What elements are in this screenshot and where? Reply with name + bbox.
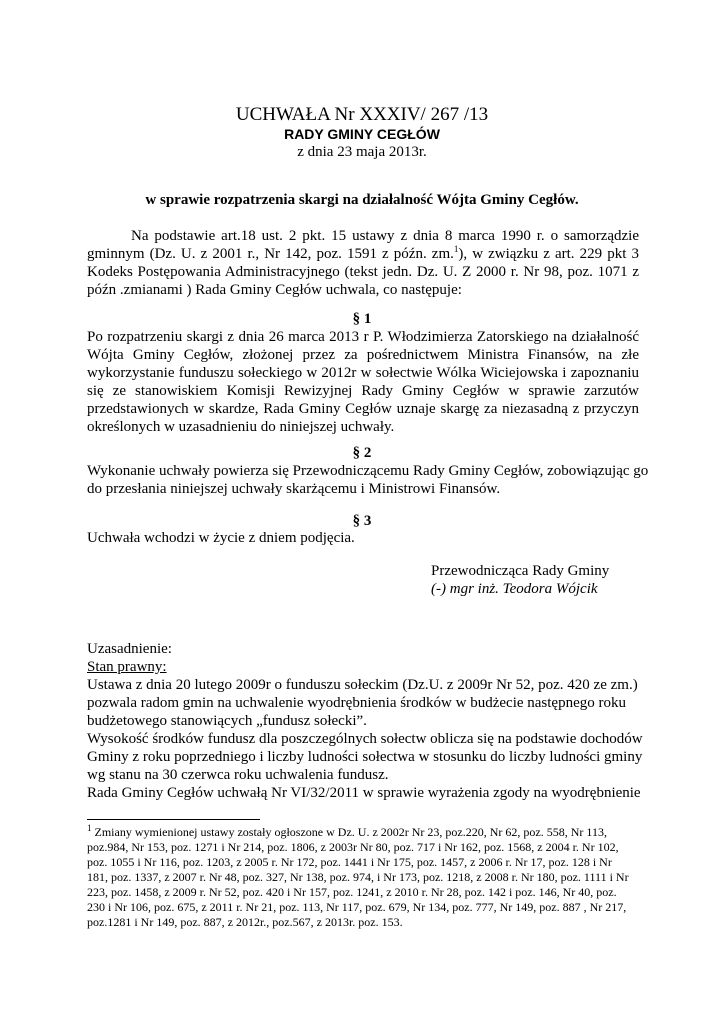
section-1-heading: § 1 [352, 311, 372, 327]
footnote-separator [87, 819, 260, 820]
document-subtitle: RADY GMINY CEGŁÓW [284, 126, 440, 142]
preamble-line-4: późn .zmianami ) Rada Gminy Cegłów uchwala, co następuje: [87, 282, 462, 298]
section-2-line: do przesłania niniejszej uchwały skarżącemu i Ministrowi Finansów. [87, 481, 501, 497]
justification-line: wg stanu na 30 czerwca roku uchwalenia fundusz. [87, 767, 389, 783]
section-3-heading: § 3 [352, 513, 372, 529]
document-title: UCHWAŁA Nr XXXIV/ 267 /13 [235, 104, 489, 125]
preamble-line-2: gminnym (Dz. U. z 2001 r., Nr 142, poz. 1591 z późn. zm.$^1$), w związku z art. 229 pkt 3 [87, 244, 639, 262]
footnote-line: poz. 1055 i Nr 116, poz. 1203, z 2005 r. Nr 172, poz. 1441 i Nr 175, poz. 1457, z 2006 r. Nr 17, poz. 128 i Nr [87, 855, 612, 869]
section-3-line: Uchwała wchodzi w życie z dniem podjęcia. [87, 530, 355, 546]
footnote-line: 230 i Nr 106, poz. 675, z 2011 r. Nr 21, poz. 113, Nr 117, poz. 679, Nr 134, poz. 777, Nr 149, poz. 887 , Nr 217, [87, 900, 627, 914]
footnote-line-1: $^1$ Zmiany wymienionej ustawy zostały ogłoszone w Dz. U. z 2002r Nr 23, poz.220, Nr 62, poz. 558, Nr 113, [87, 823, 607, 839]
document-date: z dnia 23 maja 2013r. [297, 144, 427, 160]
section-1-line: przedstawionych w skardze, Rada Gminy Cegłów uznaje skargę za niezasadną z przyczyn [87, 401, 639, 417]
signature-name: (-) mgr inż. Teodora Wójcik [431, 581, 598, 597]
section-1-line: się ze stanowiskiem Komisji Rewizyjnej Rady Gminy Cegłów w sprawie zarzutów [87, 383, 639, 399]
section-1-line: Wójta Gminy Cegłów, złożonej przez za pośrednictwem Ministra Finansów, na złe [87, 347, 639, 363]
justification-line: Wysokość środków fundusz dla poszczególnych sołectw oblicza się na podstawie dochodów [87, 731, 643, 747]
footnote-line: poz.1281 i Nr 149, poz. 887, z 2012r., poz.567, z 2013r. poz. 153. [87, 915, 403, 929]
footnote-marker: 1 [87, 823, 92, 833]
justification-line: Gminy z roku poprzedniego i liczby ludności sołectwa w stosunku do liczby ludności gminy [87, 749, 643, 765]
section-2-line: Wykonanie uchwały powierza się Przewodniczącemu Rady Gminy Cegłów, zobowiązując go [87, 463, 649, 479]
section-2-heading: § 2 [352, 445, 372, 461]
document-subject: w sprawie rozpatrzenia skargi na działalność Wójta Gminy Cegłów. [145, 192, 579, 208]
justification-line: budżetowego stanowiących „fundusz sołecki”. [87, 713, 367, 729]
preamble-line-3: Kodeks Postępowania Administracyjnego (tekst jedn. Dz. U. Z 2000 r. Nr 98, poz. 1071 z [87, 264, 639, 280]
section-1-line: określonych w uzasadnieniu do niniejszej uchwały. [87, 419, 395, 435]
justification-line: Ustawa z dnia 20 lutego 2009r o funduszu sołeckim (Dz.U. z 2009r Nr 52, poz. 420 ze zm.) [87, 677, 638, 693]
signature-role: Przewodnicząca Rady Gminy [431, 563, 610, 579]
footnote-reference: 1 [453, 244, 459, 254]
footnote-line: 223, poz. 1458, z 2009 r. Nr 52, poz. 420 i Nr 157, poz. 1241, z 2010 r. Nr 28, poz. 142 i poz. 146, Nr 40, poz. [87, 885, 617, 899]
justification-title: Uzasadnienie: [87, 641, 172, 657]
section-1-line: Po rozpatrzeniu skargi z dnia 26 marca 2013 r P. Włodzimierza Zatorskiego na działalność [87, 329, 639, 345]
footnote-line: poz.984, Nr 153, poz. 1271 i Nr 214, poz. 1806, z 2003r Nr 80, poz. 717 i Nr 162, poz. 1568, z 2004 r. Nr 102, [87, 840, 619, 854]
footnote-line: 181, poz. 1337, z 2007 r. Nr 48, poz. 327, Nr 138, poz. 974, i Nr 173, poz. 1218, z 2008 r. Nr 180, poz. 1111 i Nr [87, 870, 629, 884]
section-1-line: wykorzystanie funduszu sołeckiego w 2012r w sołectwie Wólka Wiciejowska i zapoznaniu [87, 365, 639, 381]
justification-line: Rada Gminy Cegłów uchwałą Nr VI/32/2011 w sprawie wyrażenia zgody na wyodrębnienie [87, 785, 641, 801]
preamble-line-1: Na podstawie art.18 ust. 2 pkt. 15 ustawy z dnia 8 marca 1990 r. o samorządzie [131, 228, 639, 244]
justification-subtitle: Stan prawny: [87, 659, 167, 675]
justification-line: pozwala radom gmin na uchwalenie wyodrębnienia środków w budżecie następnego roku [87, 695, 626, 711]
